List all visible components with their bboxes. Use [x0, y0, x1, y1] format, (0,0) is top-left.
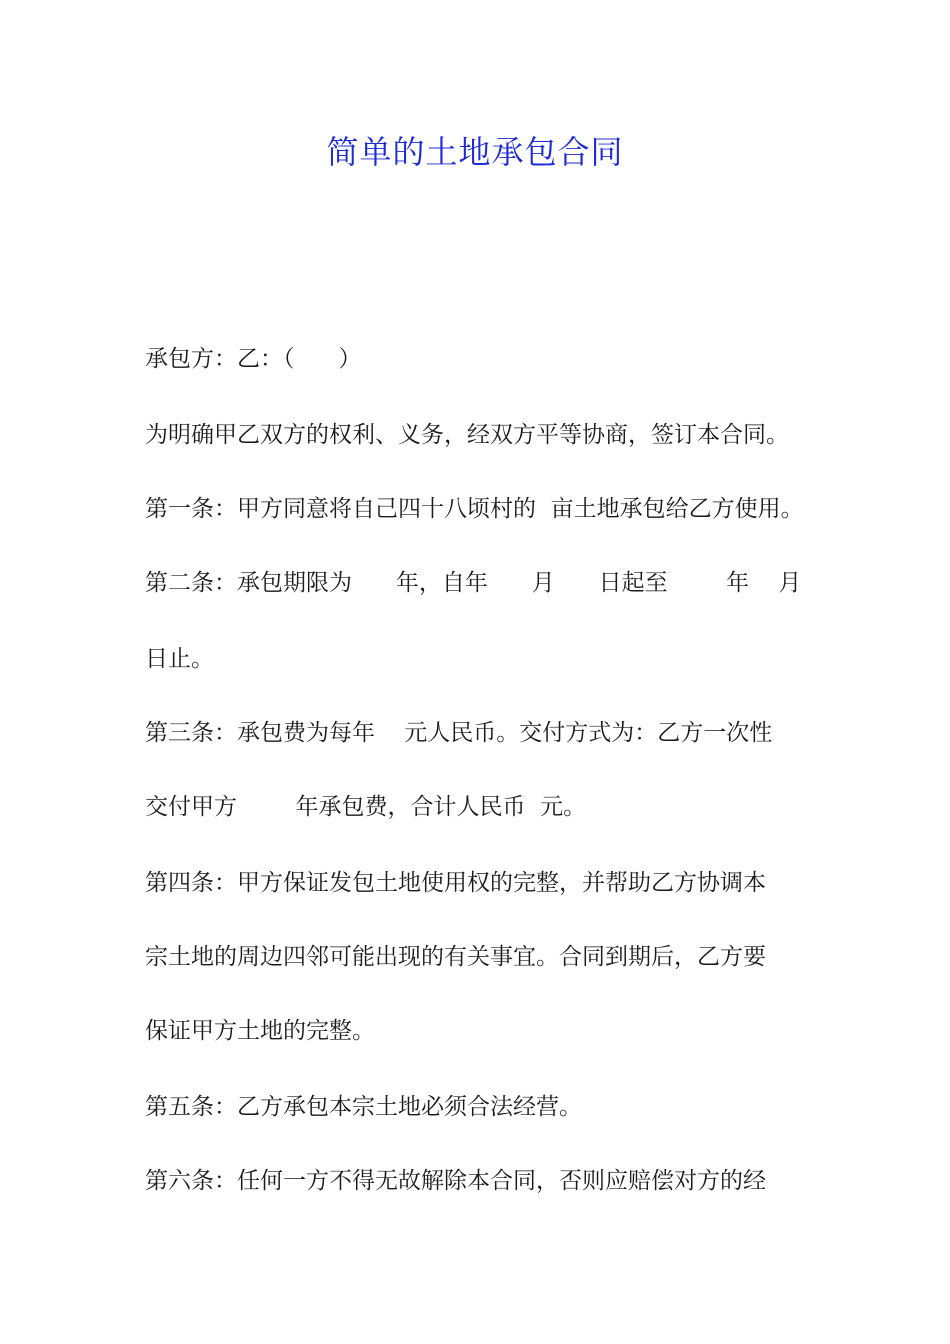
contract-line-preamble: 为明确甲乙双方的权利、义务，经双方平等协商，签订本合同。: [145, 422, 789, 448]
contract-line-article-1: 第一条：甲方同意将自己四十八顷村的 亩土地承包给乙方使用。: [145, 496, 804, 522]
contract-line-parties: 承包方：乙：（ ）: [145, 346, 362, 372]
contract-line-article-5: 第五条：乙方承包本宗土地必须合法经营。: [145, 1094, 582, 1120]
page-title: 简单的土地承包合同: [326, 133, 624, 171]
contract-line-article-4-cont-2: 保证甲方土地的完整。: [145, 1018, 375, 1044]
contract-line-article-6: 第六条：任何一方不得无故解除本合同，否则应赔偿对方的经: [145, 1168, 766, 1194]
contract-line-article-3: 第三条：承包费为每年 元人民币。交付方式为：乙方一次性: [145, 720, 773, 746]
contract-line-article-2-cont: 日止。: [145, 646, 214, 672]
contract-line-article-3-cont: 交付甲方 年承包费，合计人民币 元。: [145, 794, 587, 820]
contract-line-article-2: 第二条：承包期限为 年，自年 月 日起至 年 月: [145, 570, 802, 596]
contract-line-article-4: 第四条：甲方保证发包土地使用权的完整，并帮助乙方协调本: [145, 870, 766, 896]
contract-line-article-4-cont-1: 宗土地的周边四邻可能出现的有关事宜。合同到期后，乙方要: [145, 944, 766, 970]
